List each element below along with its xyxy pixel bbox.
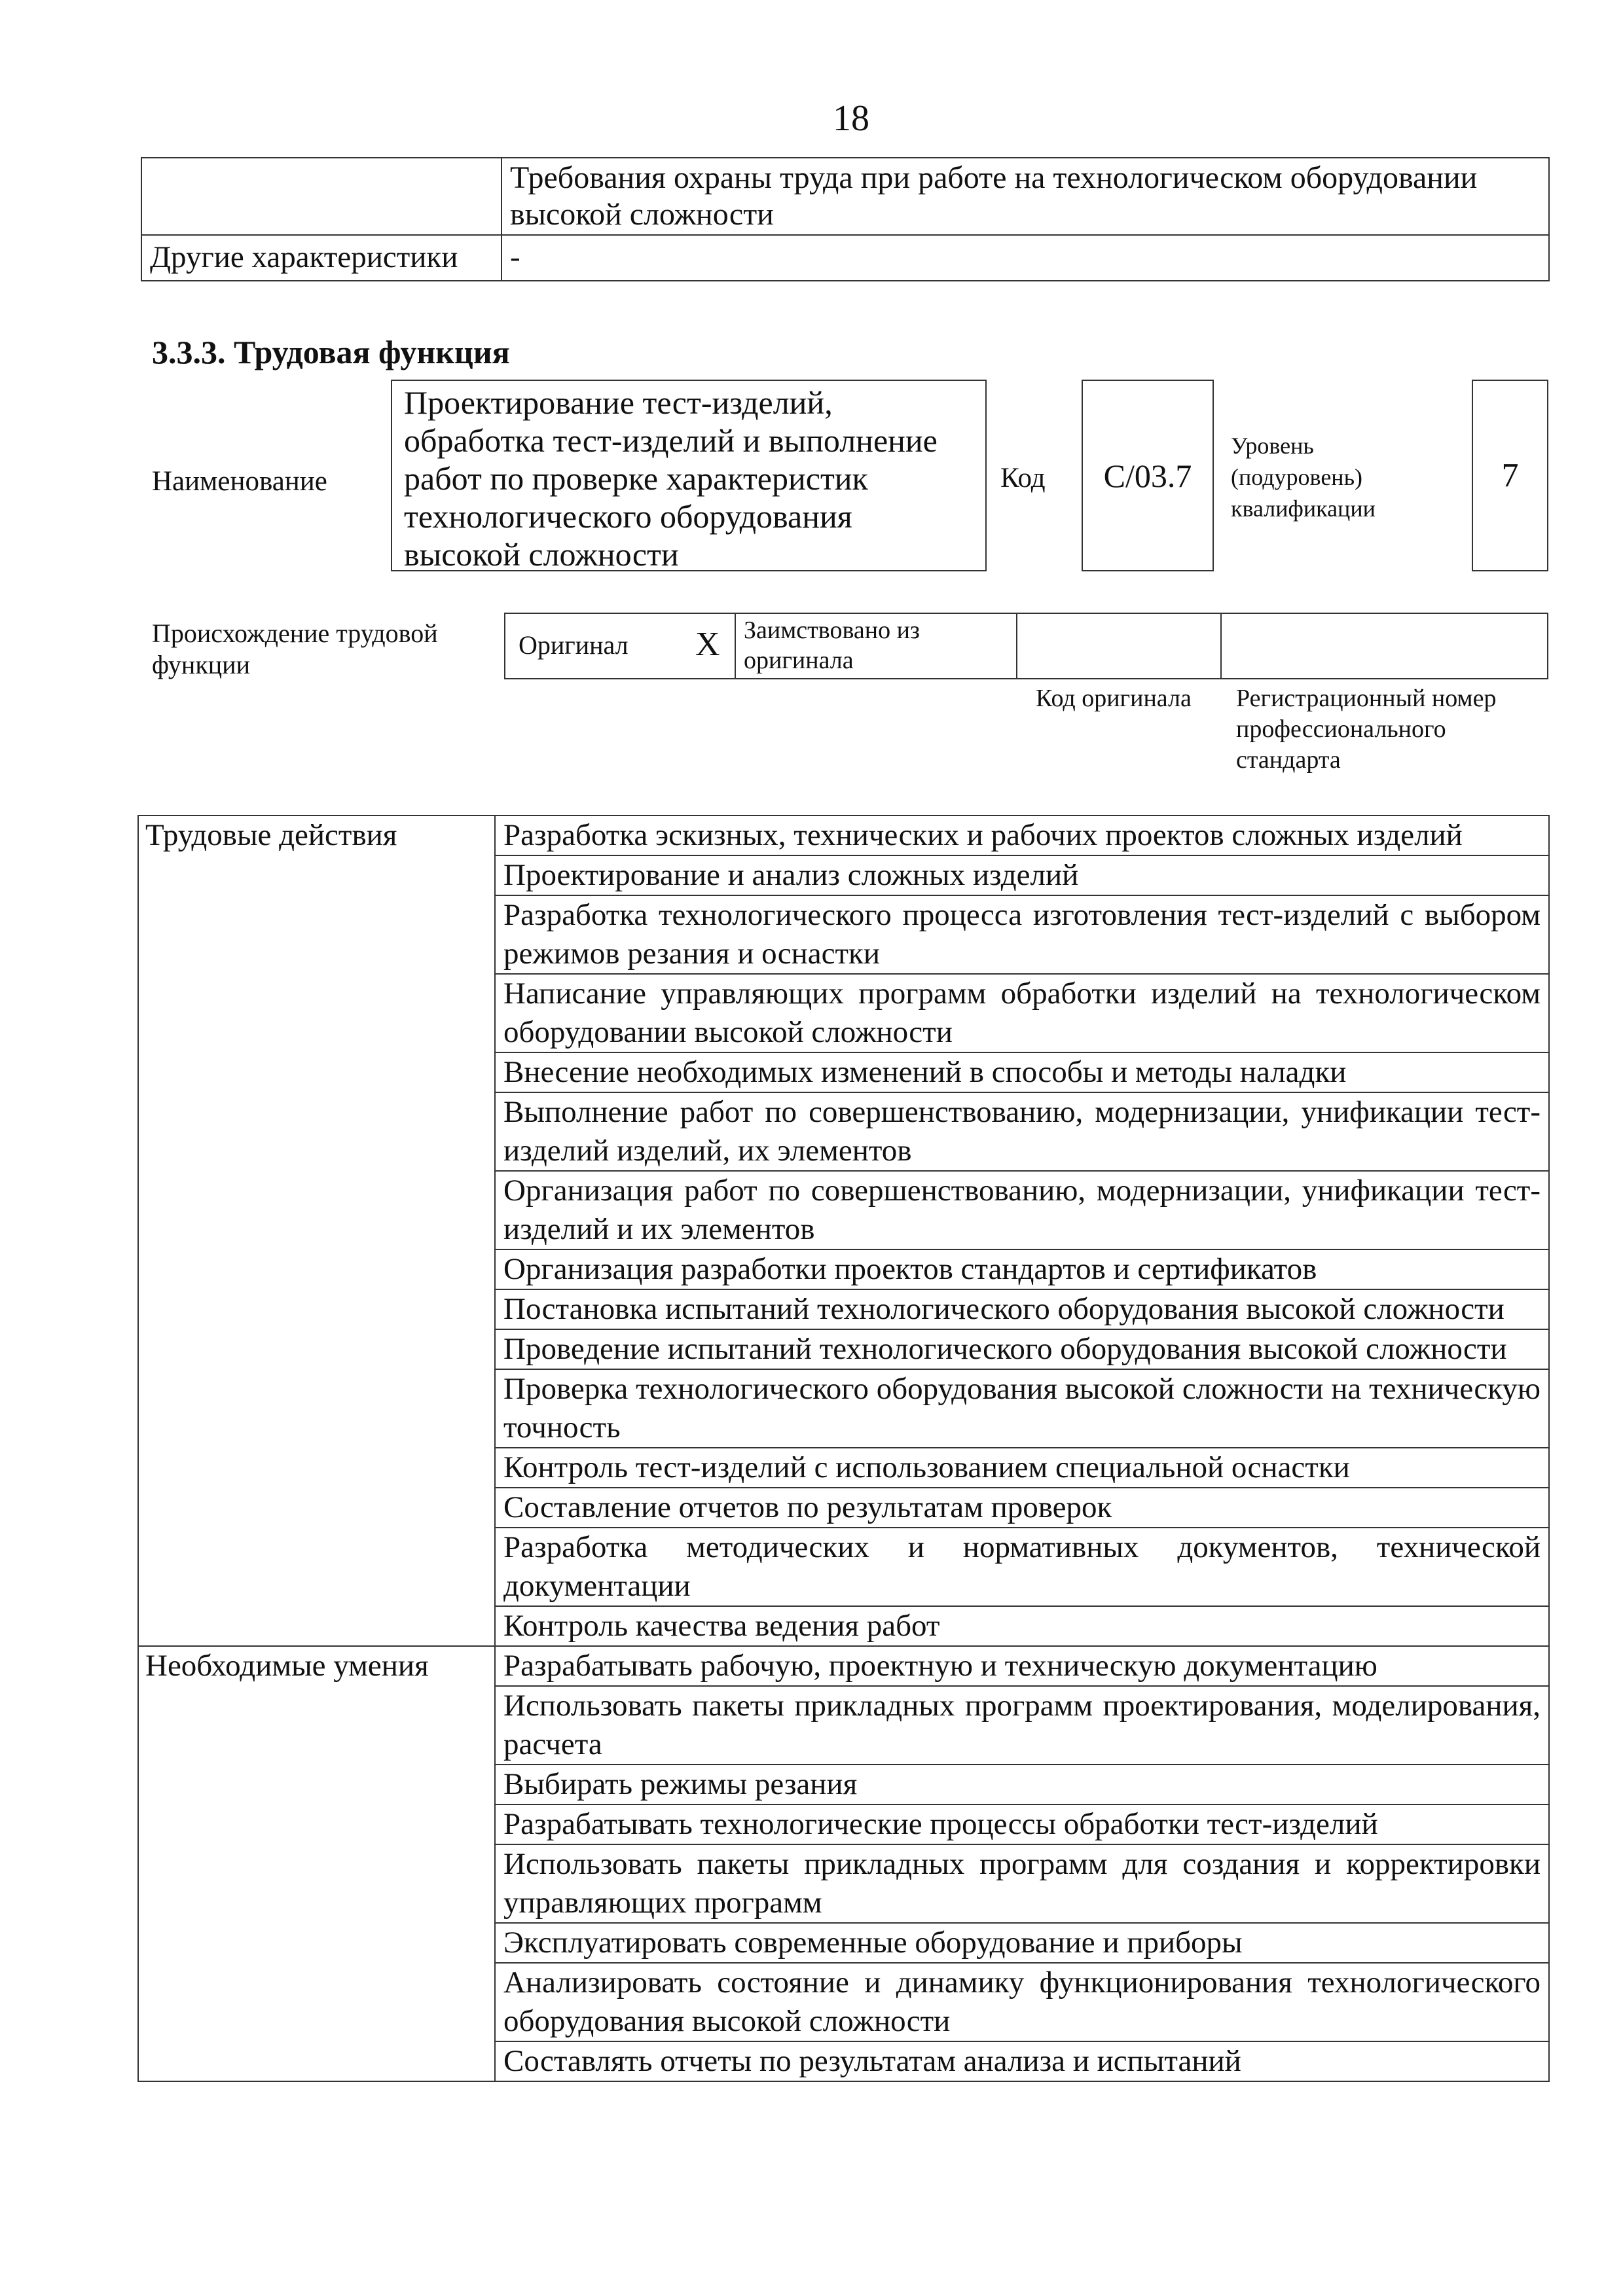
code-value: С/03.7	[1103, 457, 1192, 494]
list-item: Выполнение работ по совершенствованию, модернизации, унификации тест-изделий изделий, их элементов	[495, 1092, 1549, 1171]
list-item: Внесение необходимых изменений в способы и методы наладки	[495, 1052, 1549, 1092]
list-item: Разработка технологического процесса изготовления тест-изделий с выбором режимов резания и оснастки	[495, 895, 1549, 974]
table-row	[138, 816, 1549, 855]
list-item: Составлять отчеты по результатам анализа и испытаний	[495, 2041, 1549, 2081]
list-item: Постановка испытаний технологического оборудования высокой сложности	[495, 1289, 1549, 1329]
level-value-box	[1472, 380, 1548, 571]
page-number: 18	[833, 98, 869, 139]
top-table-value-2: -	[501, 235, 1549, 281]
list-item: Разработка методических и нормативных документов, технической документации	[495, 1528, 1549, 1606]
name-value: Проектирование тест-изделий, обработка тест-изделий и выполнение работ по проверке характеристик технологического оборудования высокой сложности	[404, 384, 938, 573]
list-item: Проверка технологического оборудования высокой сложности на техническую точность	[495, 1369, 1549, 1448]
main-table	[137, 815, 1550, 2082]
section-title: 3.3.3. Трудовая функция	[152, 334, 510, 370]
category-labor-actions: Трудовые действия	[138, 816, 495, 1646]
list-item: Организация разработки проектов стандартов и сертификатов	[495, 1249, 1549, 1289]
category-required-skills: Необходимые умения	[138, 1646, 495, 2081]
list-item: Проведение испытаний технологического оборудования высокой сложности	[495, 1329, 1549, 1369]
list-item: Разрабатывать рабочую, проектную и техническую документацию	[495, 1646, 1549, 1686]
list-item: Контроль качества ведения работ	[495, 1606, 1549, 1646]
code-label: Код	[1000, 463, 1046, 493]
list-item: Эксплуатировать современные оборудование и приборы	[495, 1923, 1549, 1963]
list-item: Написание управляющих программ обработки изделий на технологическом оборудовании высокой сложности	[495, 974, 1549, 1052]
reg-number-cell	[1222, 614, 1547, 678]
top-table-value-1: Требования охраны труда при работе на технологическом оборудовании высокой сложности	[501, 158, 1549, 235]
borrowed-cell	[736, 614, 1017, 678]
list-item: Организация работ по совершенствованию, модернизации, унификации тест-изделий и их элементов	[495, 1171, 1549, 1249]
top-table-label-2: Другие характеристики	[141, 235, 501, 281]
list-item: Разрабатывать технологические процессы обработки тест-изделий	[495, 1804, 1549, 1844]
code-value-box	[1082, 380, 1214, 571]
original-mark: X	[695, 626, 720, 663]
table-row	[138, 1646, 1549, 1686]
list-item: Использовать пакеты прикладных программ для создания и корректировки управляющих программ	[495, 1844, 1549, 1923]
borrowed-label: Заимствовано из оригинала	[744, 617, 920, 674]
top-table	[141, 157, 1550, 281]
list-item: Проектирование и анализ сложных изделий	[495, 855, 1549, 895]
list-item: Составление отчетов по результатам проверок	[495, 1488, 1549, 1528]
reg-number-caption: Регистрационный номер профессионального стандарта	[1236, 685, 1497, 774]
table-row	[141, 235, 1549, 281]
list-item: Разработка эскизных, технических и рабочих проектов сложных изделий	[495, 816, 1549, 855]
original-cell	[505, 614, 736, 678]
table-row	[141, 158, 1549, 235]
list-item: Выбирать режимы резания	[495, 1765, 1549, 1804]
code-original-cell	[1017, 614, 1222, 678]
origin-label: Происхождение трудовой функции	[152, 619, 438, 679]
original-label: Оригинал	[519, 630, 629, 660]
name-value-box	[391, 380, 987, 571]
top-table-label-1	[141, 158, 501, 235]
level-label: Уровень (подуровень) квалификации	[1231, 433, 1376, 522]
level-value: 7	[1501, 457, 1519, 494]
list-item: Использовать пакеты прикладных программ проектирования, моделирования, расчета	[495, 1686, 1549, 1765]
origin-table	[504, 613, 1548, 679]
list-item: Контроль тест-изделий с использованием специальной оснастки	[495, 1448, 1549, 1488]
list-item: Анализировать состояние и динамику функционирования технологического оборудования высокой сложности	[495, 1963, 1549, 2041]
code-original-caption: Код оригинала	[1036, 685, 1192, 712]
name-label: Наименование	[152, 466, 327, 497]
